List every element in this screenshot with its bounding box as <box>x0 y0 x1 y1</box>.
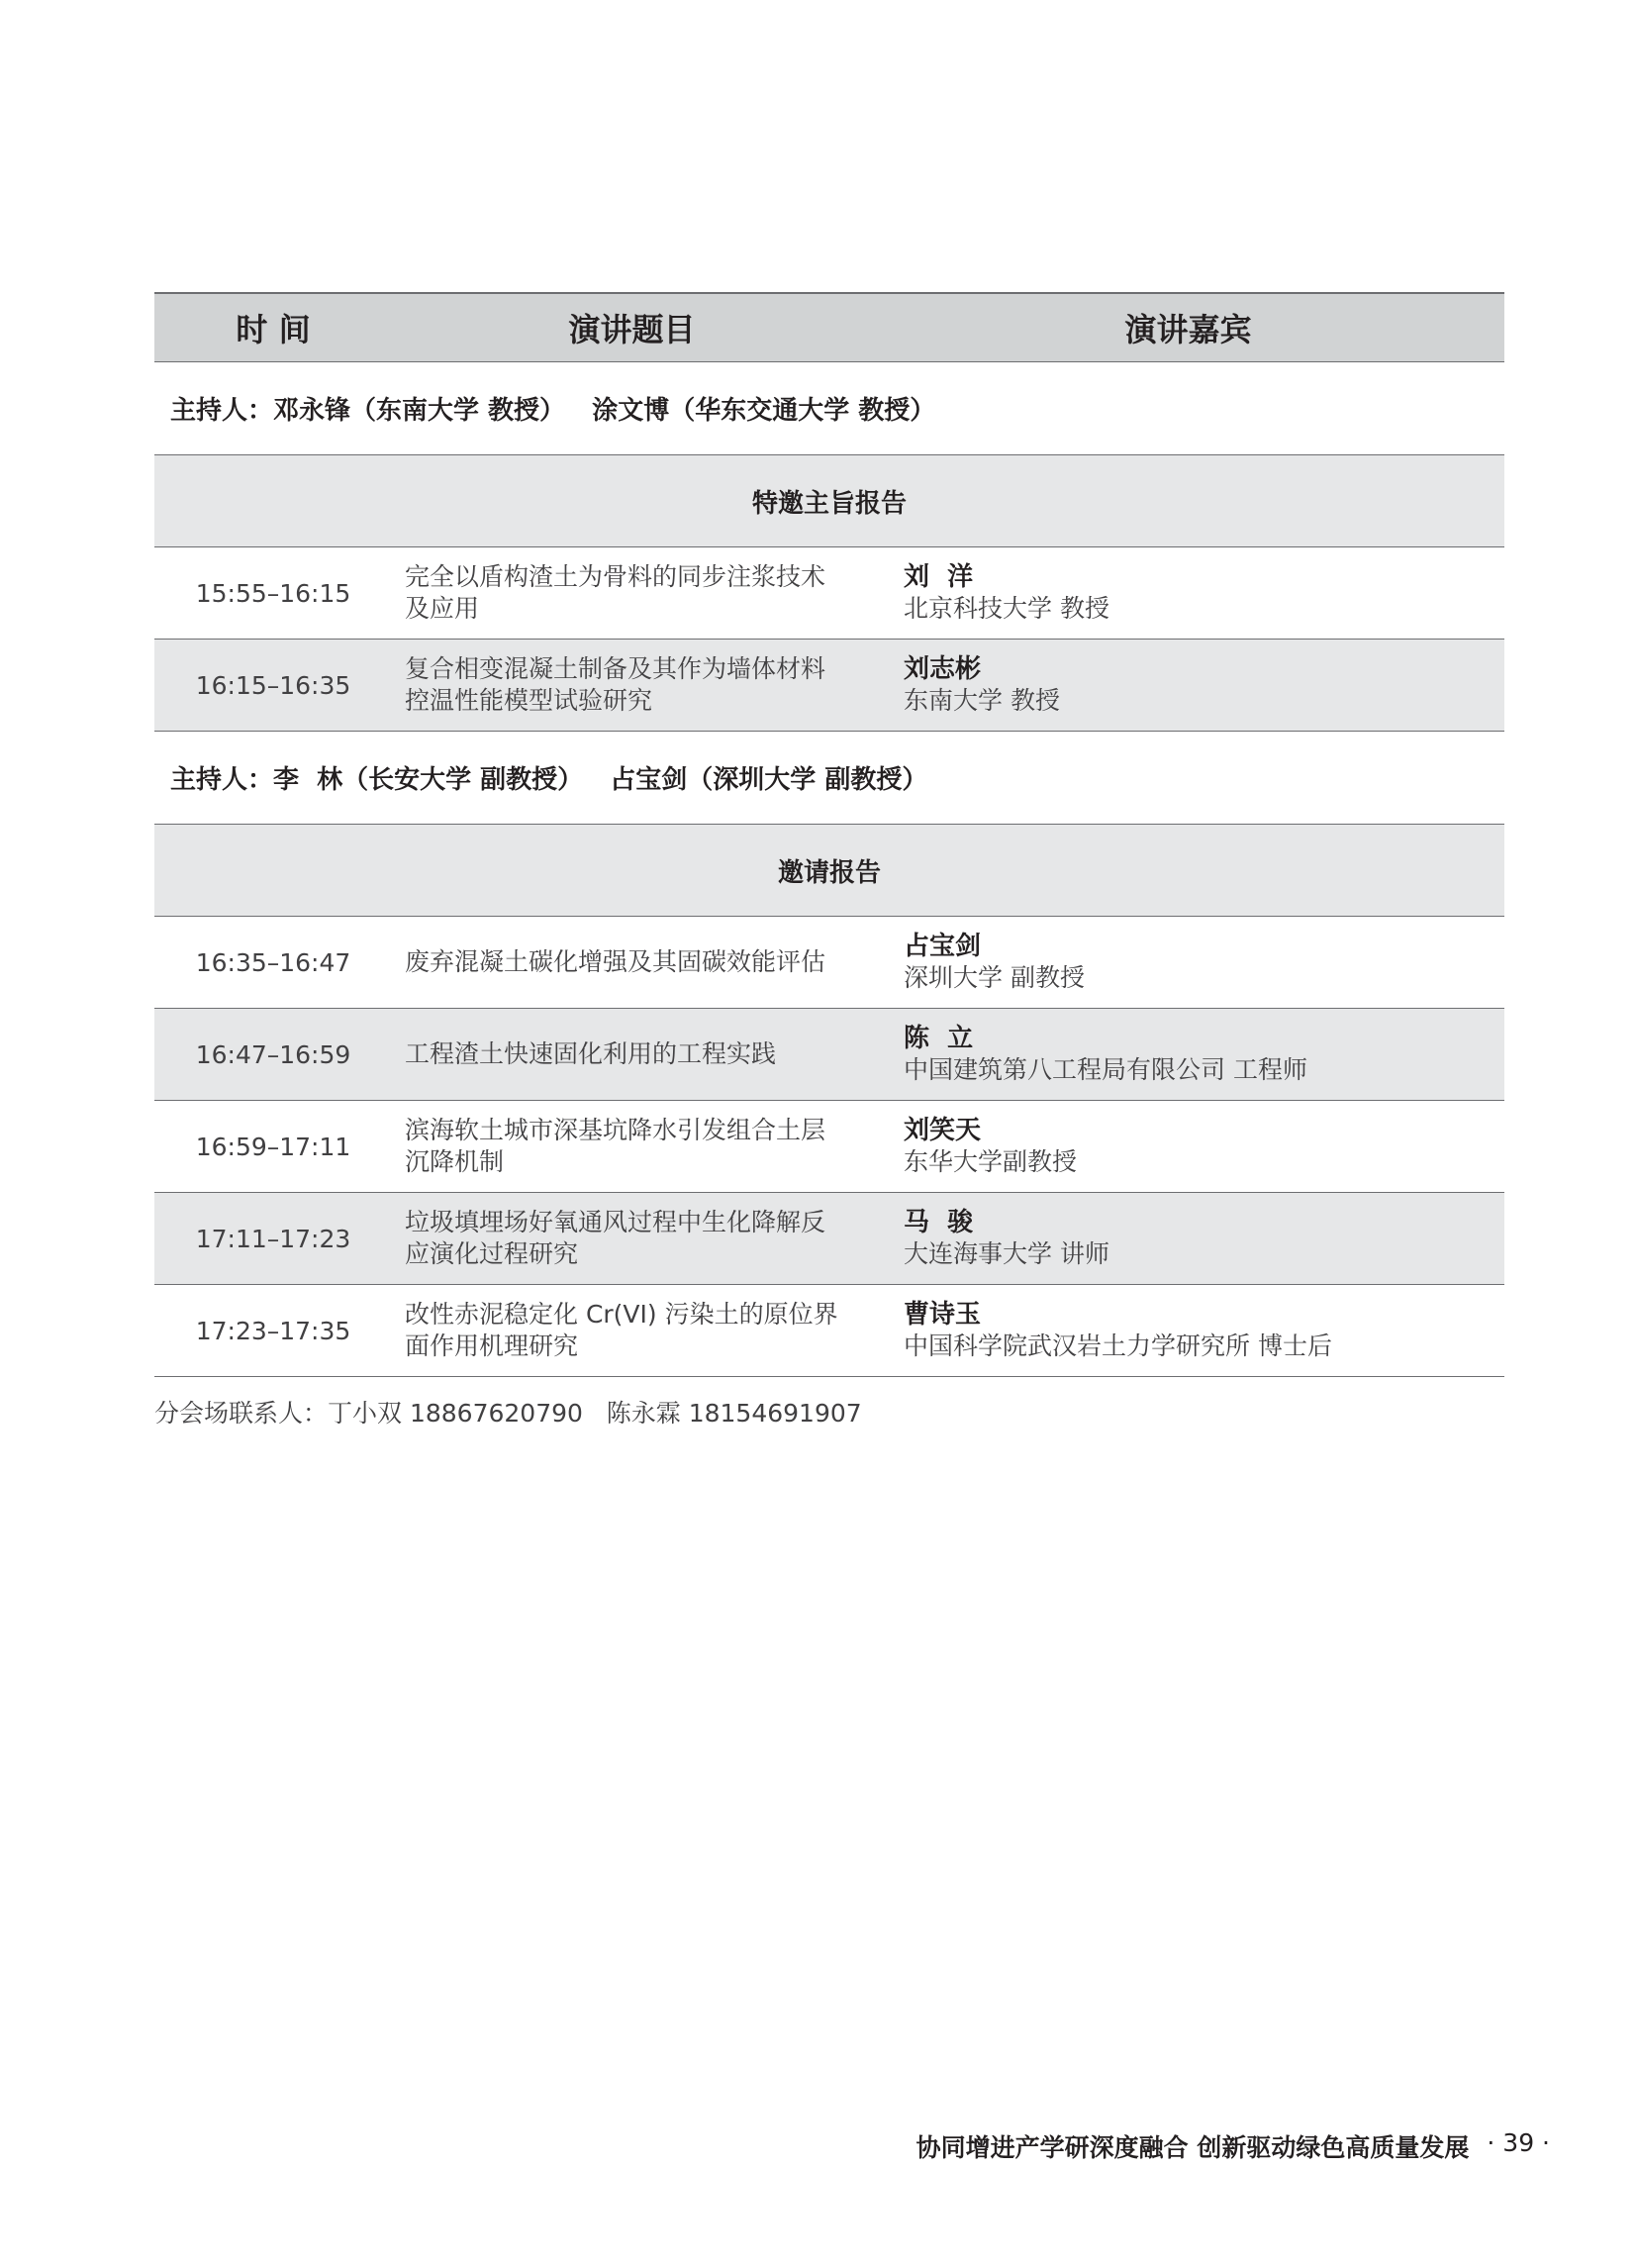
talk-topic <box>405 1101 870 1192</box>
speaker-name: 陈 立 <box>904 1024 974 1053</box>
session-host: 主持人：李 林（长安大学 副教授） 占宝剑（深圳大学 副教授） <box>154 732 1504 825</box>
topic-line: 复合相变混凝土制备及其作为墙体材料 <box>405 654 826 683</box>
speaker-affiliation: 东南大学 教授 <box>904 686 1060 715</box>
talk-topic <box>405 1285 870 1376</box>
speaker-name: 刘 洋 <box>904 562 974 592</box>
footer-slogan: 协同增进产学研深度融合 创新驱动绿色高质量发展 <box>915 2133 1470 2162</box>
speaker-name: 占宝剑 <box>904 932 982 961</box>
talk-time: 17:23–17:35 <box>195 1316 351 1345</box>
table-row <box>154 1285 1504 1377</box>
speaker-affiliation: 东华大学副教授 <box>904 1147 1078 1176</box>
talk-time: 17:11–17:23 <box>195 1224 351 1253</box>
table-row <box>154 1193 1504 1285</box>
talk-speaker <box>904 640 1497 731</box>
table-row <box>154 917 1504 1009</box>
topic-line: 垃圾填埋场好氧通风过程中生化降解反 <box>405 1208 826 1236</box>
header-speaker: 演讲嘉宾 <box>1124 311 1252 348</box>
session-host: 主持人：邓永锋（东南大学 教授） 涂文博（华东交通大学 教授） <box>154 362 1504 455</box>
talk-topic <box>405 547 870 639</box>
speaker-affiliation: 中国科学院武汉岩土力学研究所 博士后 <box>904 1331 1332 1360</box>
talk-speaker <box>904 917 1497 1008</box>
schedule-table <box>154 292 1504 1377</box>
talk-time: 16:47–16:59 <box>195 1039 351 1069</box>
talk-time: 15:55–16:15 <box>195 578 351 608</box>
talk-speaker <box>904 547 1497 639</box>
table-header-row <box>154 292 1504 362</box>
topic-line: 工程渣土快速固化利用的工程实践 <box>405 1039 777 1068</box>
session-contact: 分会场联系人：丁小双 18867620790 陈永霖 18154691907 <box>154 1399 862 1428</box>
talk-time: 16:35–16:47 <box>195 947 351 977</box>
topic-line: 改性赤泥稳定化 Cr(VI) 污染土的原位界 <box>405 1300 838 1329</box>
section-title: 特邀主旨报告 <box>154 455 1504 547</box>
topic-line: 面作用机理研究 <box>405 1331 579 1360</box>
table-row <box>154 640 1504 732</box>
speaker-name: 刘笑天 <box>904 1116 982 1145</box>
topic-line: 及应用 <box>405 594 480 623</box>
talk-speaker <box>904 1285 1497 1376</box>
table-row <box>154 547 1504 640</box>
topic-line: 滨海软土城市深基坑降水引发组合土层 <box>405 1116 826 1144</box>
table-row <box>154 1009 1504 1101</box>
topic-line: 完全以盾构渣土为骨料的同步注浆技术 <box>405 562 826 591</box>
talk-topic <box>405 1193 870 1284</box>
topic-line: 应演化过程研究 <box>405 1239 579 1268</box>
header-time: 时 间 <box>236 311 311 348</box>
page-footer <box>916 2128 1550 2164</box>
speaker-affiliation: 北京科技大学 教授 <box>904 594 1109 623</box>
table-row <box>154 1101 1504 1193</box>
talk-topic <box>405 917 870 1008</box>
speaker-affiliation: 中国建筑第八工程局有限公司 工程师 <box>904 1055 1307 1084</box>
speaker-affiliation: 大连海事大学 讲师 <box>904 1239 1109 1268</box>
page-number: · 39 · <box>1487 2128 1550 2157</box>
topic-line: 废弃混凝土碳化增强及其固碳效能评估 <box>405 947 826 976</box>
talk-time: 16:15–16:35 <box>195 670 351 700</box>
section-title: 邀请报告 <box>154 825 1504 917</box>
speaker-name: 马 骏 <box>904 1208 974 1237</box>
talk-speaker <box>904 1009 1497 1100</box>
talk-topic <box>405 640 870 731</box>
topic-line: 沉降机制 <box>405 1147 505 1176</box>
topic-line: 控温性能模型试验研究 <box>405 686 653 715</box>
speaker-name: 曹诗玉 <box>904 1300 982 1330</box>
speaker-name: 刘志彬 <box>904 654 982 684</box>
header-topic: 演讲题目 <box>568 311 696 348</box>
talk-speaker <box>904 1193 1497 1284</box>
talk-topic <box>405 1009 870 1100</box>
talk-time: 16:59–17:11 <box>195 1132 351 1161</box>
speaker-affiliation: 深圳大学 副教授 <box>904 963 1085 992</box>
talk-speaker <box>904 1101 1497 1192</box>
